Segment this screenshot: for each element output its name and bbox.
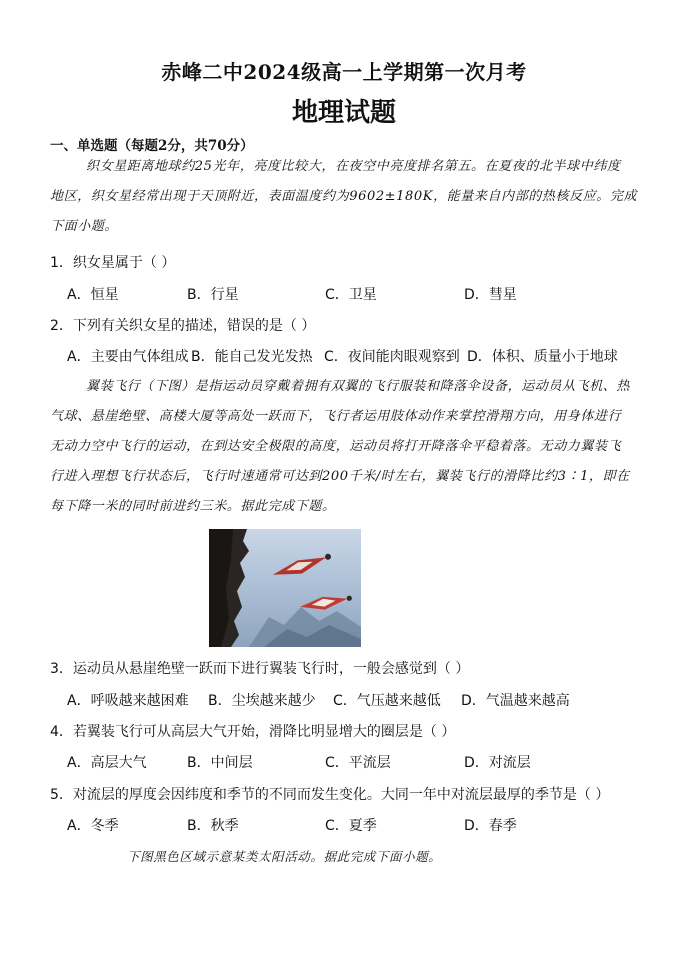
passage-line: 翼装飞行（下图）是指运动员穿戴着拥有双翼的飞行服装和降落伞设备，运动员从飞机、热: [86, 379, 631, 394]
q2-option-c[interactable]: C．夜间能肉眼观察到: [324, 349, 460, 365]
q4-option-d[interactable]: D．对流层: [464, 755, 531, 771]
q5-option-d[interactable]: D．春季: [464, 818, 517, 834]
exam-subject: 地理试题: [291, 98, 396, 128]
q1-option-b[interactable]: B．行星: [187, 287, 239, 303]
question-4-stem: 4．若翼装飞行可从高层大气开始，滑降比明显增大的圈层是（ ）: [50, 724, 456, 740]
q5-option-a[interactable]: A．冬季: [67, 818, 119, 834]
question-2-stem: 2．下列有关织女星的描述，错误的是（ ）: [50, 318, 316, 334]
wingsuit-photo-icon: [209, 529, 361, 647]
q3-option-d[interactable]: D．气温越来越高: [461, 693, 570, 709]
passage-line: 行进入理想飞行状态后，飞行时速通常可达到200千米/时左右，翼装飞行的滑降比约3∶1，即在: [50, 469, 630, 484]
q4-option-b[interactable]: B．中间层: [187, 755, 253, 771]
q4-option-c[interactable]: C．平流层: [325, 755, 391, 771]
passage-line: 织女星距离地球约25光年，亮度比较大，在夜空中亮度排名第五。在夏夜的北半球中纬度: [86, 159, 621, 174]
passage-line: 地区，织女星经常出现于天顶附近，表面温度约为9602±180K，能量来自内部的热核反应。完成: [50, 189, 638, 204]
question-5-stem: 5．对流层的厚度会因纬度和季节的不同而发生变化。大同一年中对流层最厚的季节是（ ）: [50, 787, 610, 803]
q1-option-a[interactable]: A．恒星: [67, 287, 119, 303]
question-1-stem: 1．织女星属于（ ）: [50, 255, 176, 271]
q5-option-b[interactable]: B．秋季: [187, 818, 239, 834]
q3-option-c[interactable]: C．气压越来越低: [333, 693, 441, 709]
passage-line: 气球、悬崖绝壁、高楼大厦等高处一跃而下，飞行者运用肢体动作来掌控滑翔方向，用身体进行: [50, 409, 622, 424]
q3-option-b[interactable]: B．尘埃越来越少: [208, 693, 316, 709]
next-passage-intro: 下图黑色区域示意某类太阳活动。据此完成下面小题。: [127, 849, 442, 864]
passage-vega: [50, 152, 642, 242]
q3-option-a[interactable]: A．呼吸越来越困难: [67, 693, 189, 709]
q2-option-a[interactable]: A．主要由气体组成: [67, 349, 189, 365]
wingsuit-photo: [209, 529, 361, 647]
section-heading: 一、单选题（每题2分，共70分）: [50, 138, 254, 154]
q2-option-b[interactable]: B．能自己发光发热: [191, 349, 313, 365]
passage-line: 下面小题。: [50, 219, 119, 234]
q5-option-c[interactable]: C．夏季: [325, 818, 377, 834]
q4-option-a[interactable]: A．高层大气: [67, 755, 147, 771]
exam-title: 赤峰二中2024级高一上学期第一次月考: [161, 60, 527, 84]
passage-wingsuit: [50, 372, 642, 522]
q1-option-c[interactable]: C．卫星: [325, 287, 377, 303]
passage-line: 无动力空中飞行的运动，在到达安全极限的高度，运动员将打开降落伞平稳着落。无动力翼装飞: [50, 439, 622, 454]
passage-line: 每下降一米的同时前进约三米。据此完成下题。: [50, 499, 336, 514]
question-3-stem: 3．运动员从悬崖绝壁一跃而下进行翼装飞行时，一般会感觉到（ ）: [50, 661, 470, 677]
q2-option-d[interactable]: D．体积、质量小于地球: [467, 349, 618, 365]
q1-option-d[interactable]: D．彗星: [464, 287, 517, 303]
